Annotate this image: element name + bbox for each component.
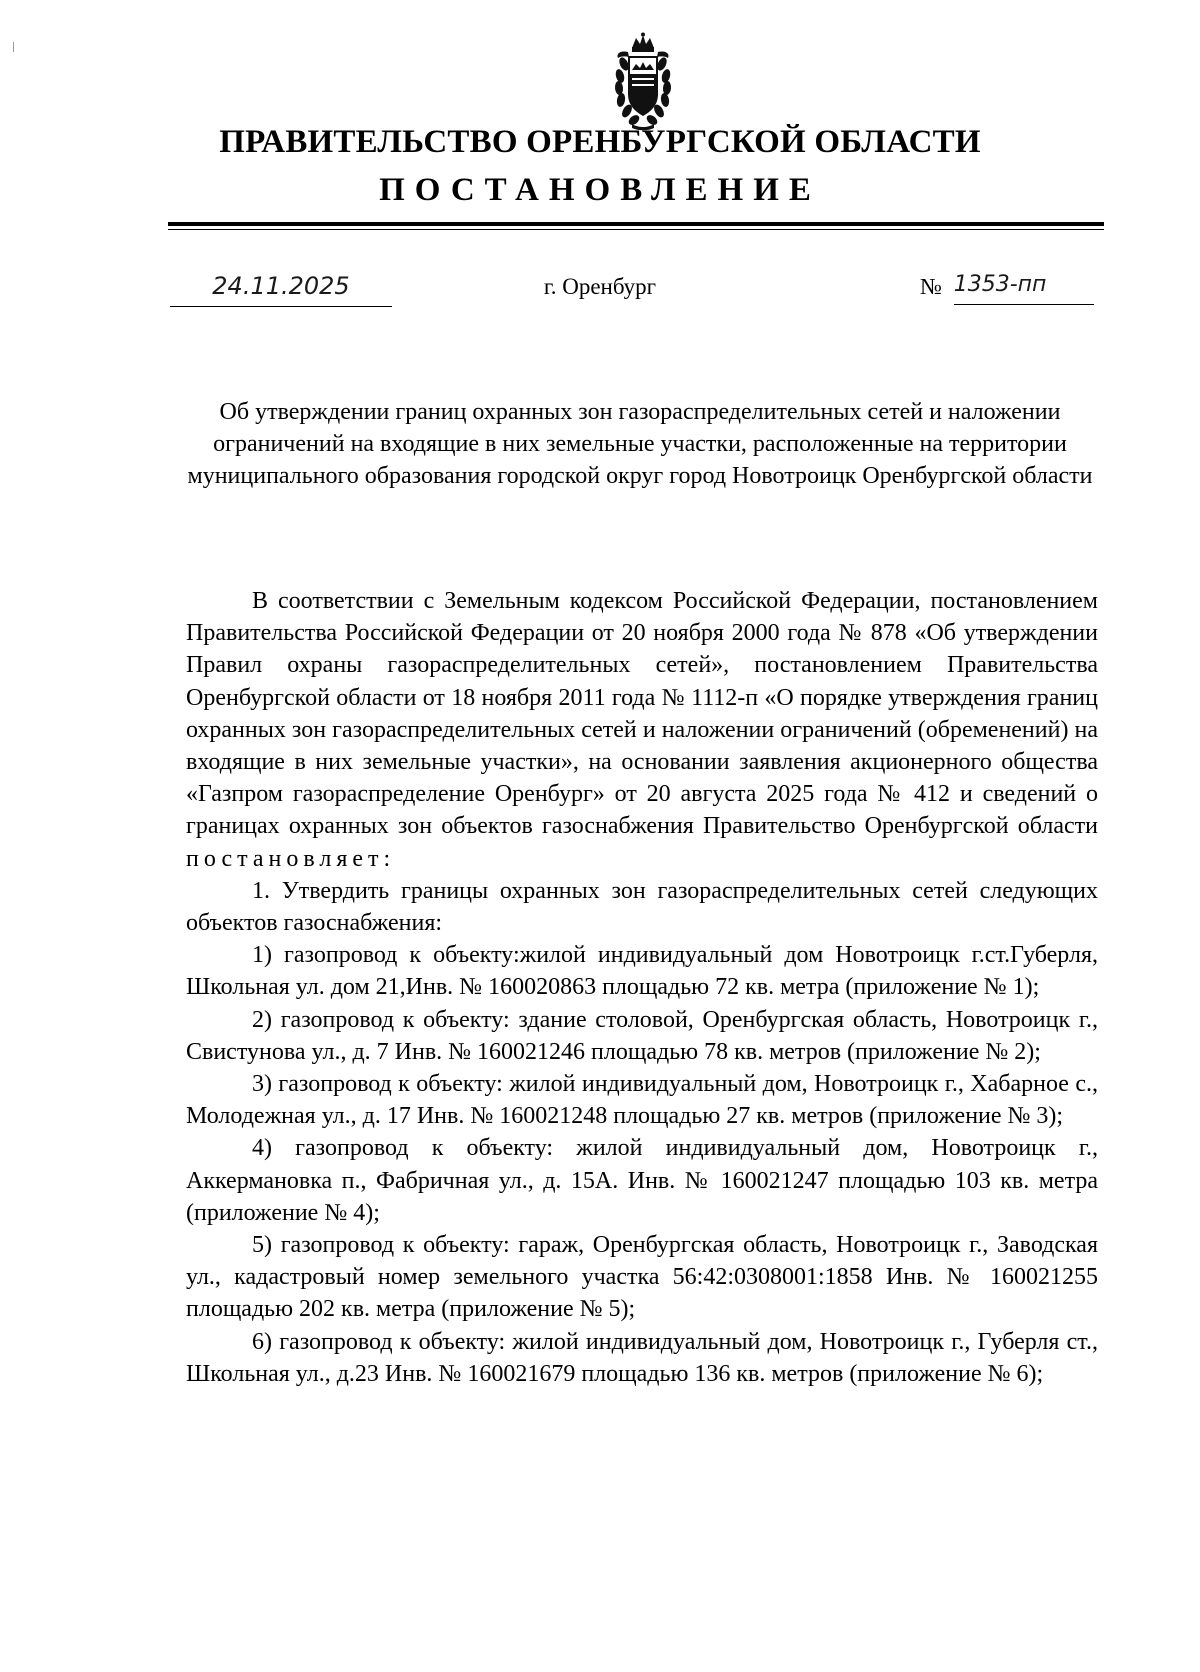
scan-artifact (13, 42, 14, 52)
orenburg-coat-of-arms-icon (602, 32, 684, 132)
document-number (920, 268, 1094, 306)
list-item: 5) газопровод к объекту: гараж, Оренбургская область, Новотроицк г., Заводская ул., кадастровый номер земельного участка 56:42:0308001:1858 Инв. № 160021255 площадью 202 кв. метра (приложение № 5); (186, 1232, 1098, 1323)
document-city: г. Оренбург (543, 274, 657, 299)
list-item: 4) газопровод к объекту: жилой индивидуальный дом, Новотроицк г., Аккермановка п., Фабричная ул., д. 15А. Инв. № 160021247 площадью 103 кв. метра (приложение № 4); (186, 1135, 1098, 1226)
decree-word: постановляет: (186, 845, 396, 872)
document-date: 24.11.2025 (170, 268, 392, 307)
header-divider-thin (168, 229, 1104, 230)
document-type-title: ПОСТАНОВЛЕНИЕ (379, 172, 821, 208)
list-item: 3) газопровод к объекту: жилой индивидуальный дом, Новотроицк г., Хабарное с., Молодежная ул., д. 17 Инв. № 160021248 площадью 27 кв. метров (приложение № 3); (186, 1071, 1098, 1130)
preamble-text: В соответствии с Земельным кодексом Российской Федерации, постановлением Правительства Российской Федерации от 20 ноября 2000 года № 878 «Об утверждении Правил охраны газораспределительных сетей», постановлением Правительства Оренбургской области от 18 ноября 2011 года № 1112-п «О порядке утверждения границ охранных зон газораспределительных сетей и наложении ограничений (обременений) на входящие в них земельные участки», на основании заявления акционерного общества «Газпром газораспределение Оренбург» от 20 августа 2025 года № 412 и сведений о границах охранных зон объектов газоснабжения Правительство Оренбургской области (186, 588, 1098, 840)
number-value: 1353-пп (954, 268, 1094, 305)
organization-title: ПРАВИТЕЛЬСТВО ОРЕНБУРГСКОЙ ОБЛАСТИ (219, 124, 981, 160)
header-divider-thick (168, 222, 1104, 226)
document-body (186, 585, 1098, 1390)
preamble-paragraph (186, 585, 1098, 875)
list-item: 2) газопровод к объекту: здание столовой, Оренбургская область, Новотроицк г., Свистунова ул., д. 7 Инв. № 160021246 площадью 78 кв. метров (приложение № 2); (186, 1006, 1098, 1065)
list-item: 6) газопровод к объекту: жилой индивидуальный дом, Новотроицк г., Губерля ст., Школьная ул., д.23 Инв. № 160021679 площадью 136 кв. метров (приложение № 6); (186, 1328, 1098, 1387)
list-item: 1) газопровод к объекту:жилой индивидуальный дом Новотроицк г.ст.Губерля, Школьная ул. дом 21,Инв. № 160020863 площадью 72 кв. метра (приложение № 1); (186, 942, 1098, 1001)
clause-1: 1. Утвердить границы охранных зон газораспределительных сетей следующих объектов газоснабжения: (186, 877, 1098, 937)
number-sign: № (920, 274, 942, 299)
document-subject: Об утверждении границ охранных зон газораспределительных сетей и наложении ограничений на входящие в них земельные участки, расположенные на территории муниципального образования городской округ город Новотроицк Оренбургской области (187, 399, 1093, 489)
